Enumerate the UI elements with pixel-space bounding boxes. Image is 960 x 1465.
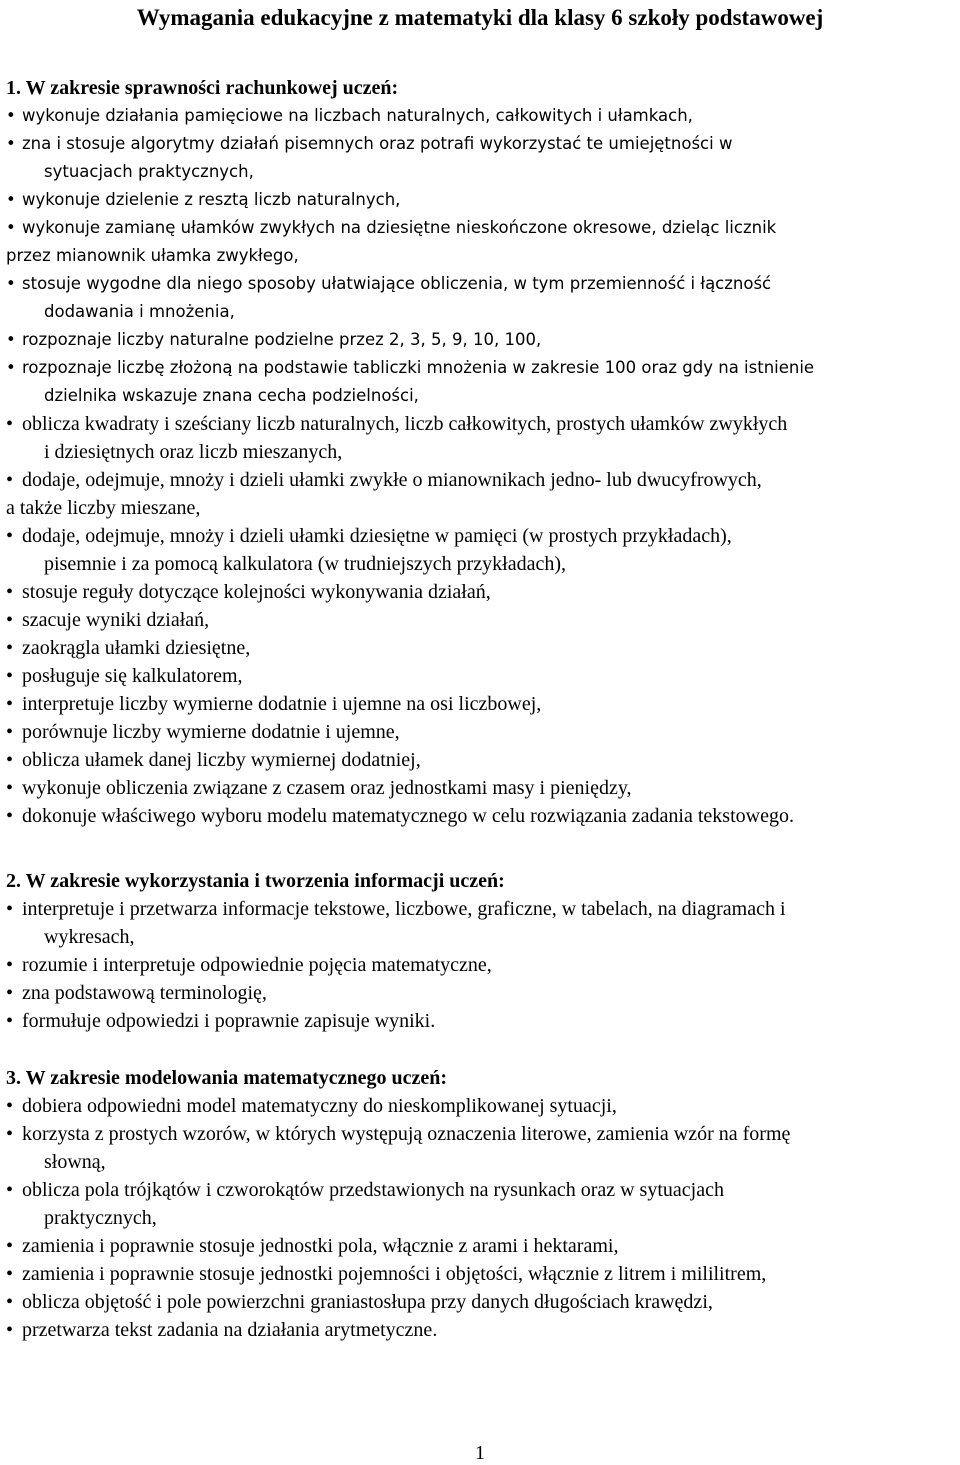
bullet-icon: • xyxy=(6,898,14,920)
bullet-icon: • xyxy=(6,1263,14,1285)
list-item-text: oblicza ułamek danej liczby wymiernej dodatniej, xyxy=(22,749,421,771)
list-item-continuation xyxy=(6,382,958,410)
list-item-continuation xyxy=(6,923,958,951)
list-item xyxy=(6,774,958,802)
list-item xyxy=(6,979,958,1007)
list-item-text: posługuje się kalkulatorem, xyxy=(22,665,243,687)
section-lines xyxy=(6,1092,958,1344)
list-item-text: stosuje wygodne dla niego sposoby ułatwiające obliczenia, w tym przemienność i łączność xyxy=(22,274,772,293)
list-item xyxy=(6,746,958,774)
list-item-text: i dziesiętnych oraz liczb mieszanych, xyxy=(44,441,343,463)
list-item-continuation xyxy=(6,298,958,326)
list-item-text: oblicza kwadraty i sześciany liczb naturalnych, liczb całkowitych, prostych ułamków zwykłych xyxy=(22,413,788,435)
list-item xyxy=(6,1120,958,1148)
bullet-icon: • xyxy=(6,190,16,209)
list-item-text: przetwarza tekst zadania na działania arytmetyczne. xyxy=(22,1319,438,1341)
list-item xyxy=(6,1260,958,1288)
bullet-icon: • xyxy=(6,274,16,293)
list-item xyxy=(6,214,958,242)
list-item xyxy=(6,522,958,550)
list-item xyxy=(6,130,958,158)
list-item-text: dokonuje właściwego wyboru modelu matematycznego w celu rozwiązania zadania tekstowego. xyxy=(22,805,794,827)
bullet-icon: • xyxy=(6,469,14,491)
bullet-icon: • xyxy=(6,525,14,547)
list-item xyxy=(6,690,958,718)
list-item-text: zaokrągla ułamki dziesiętne, xyxy=(22,637,251,659)
list-item-continuation xyxy=(6,494,958,522)
list-item-text: dodawania i mnożenia, xyxy=(44,302,235,321)
list-item-text: zamienia i poprawnie stosuje jednostki pola, włącznie z arami i hektarami, xyxy=(22,1235,619,1257)
list-item-text: dzielnika wskazuje znana cecha podzielności, xyxy=(44,386,419,405)
bullet-icon: • xyxy=(6,637,14,659)
list-item xyxy=(6,951,958,979)
list-item-text: dodaje, odejmuje, mnoży i dzieli ułamki zwykłe o mianownikach jedno- lub dwucyfrowych, xyxy=(22,469,762,491)
bullet-icon: • xyxy=(6,218,16,237)
bullet-icon: • xyxy=(6,1235,14,1257)
list-item xyxy=(6,718,958,746)
bullet-icon: • xyxy=(6,413,14,435)
list-item-text: pisemnie i za pomocą kalkulatora (w trudniejszych przykładach), xyxy=(44,553,567,575)
list-item xyxy=(6,1092,958,1120)
bullet-icon: • xyxy=(6,106,16,125)
page-number: 1 xyxy=(475,1442,485,1464)
bullet-icon: • xyxy=(6,693,14,715)
list-item-text: interpretuje liczby wymierne dodatnie i ujemne na osi liczbowej, xyxy=(22,693,542,715)
section-heading: 1. W zakresie sprawności rachunkowej uczeń: xyxy=(6,77,399,99)
bullet-icon: • xyxy=(6,609,14,631)
list-item xyxy=(6,102,958,130)
list-item xyxy=(6,1232,958,1260)
list-item-text: rozumie i interpretuje odpowiednie pojęcia matematyczne, xyxy=(22,954,492,976)
list-item-continuation xyxy=(6,438,958,466)
list-item xyxy=(6,270,958,298)
list-item xyxy=(6,1288,958,1316)
list-item-text: wykonuje obliczenia związane z czasem oraz jednostkami masy i pieniędzy, xyxy=(22,777,632,799)
list-item-text: oblicza objętość i pole powierzchni graniastosłupa przy danych długościach krawędzi, xyxy=(22,1291,713,1313)
list-item xyxy=(6,1007,958,1035)
list-item-text: sytuacjach praktycznych, xyxy=(44,162,254,181)
list-item xyxy=(6,634,958,662)
list-item-text: szacuje wyniki działań, xyxy=(22,609,210,631)
list-item-text: rozpoznaje liczbę złożoną na podstawie tabliczki mnożenia w zakresie 100 oraz gdy na istnienie xyxy=(22,358,815,377)
bullet-icon: • xyxy=(6,665,14,687)
list-item-text: zamienia i poprawnie stosuje jednostki pojemności i objętości, włącznie z litrem i mililitrem, xyxy=(22,1263,767,1285)
bullet-icon: • xyxy=(6,777,14,799)
bullet-icon: • xyxy=(6,954,14,976)
document-title: Wymagania edukacyjne z matematyki dla klasy 6 szkoły podstawowej xyxy=(136,5,824,30)
list-item xyxy=(6,578,958,606)
list-item xyxy=(6,1176,958,1204)
section-heading: 2. W zakresie wykorzystania i tworzenia informacji uczeń: xyxy=(6,870,505,892)
bullet-icon: • xyxy=(6,1319,14,1341)
list-item xyxy=(6,186,958,214)
list-item-text: wykonuje działania pamięciowe na liczbach naturalnych, całkowitych i ułamkach, xyxy=(22,106,693,125)
bullet-icon: • xyxy=(6,749,14,771)
list-item xyxy=(6,410,958,438)
bullet-icon: • xyxy=(6,134,16,153)
bullet-icon: • xyxy=(6,1291,14,1313)
bullet-icon: • xyxy=(6,581,14,603)
list-item-text: słowną, xyxy=(44,1151,106,1173)
list-item-text: oblicza pola trójkątów i czworokątów przedstawionych na rysunkach oraz w sytuacjach xyxy=(22,1179,724,1201)
bullet-icon: • xyxy=(6,1123,14,1145)
bullet-icon: • xyxy=(6,330,16,349)
bullet-icon: • xyxy=(6,1010,14,1032)
list-item xyxy=(6,1316,958,1344)
section-arithmetic xyxy=(6,74,958,830)
section-lines xyxy=(6,102,958,830)
list-item-text: przez mianownik ułamka zwykłego, xyxy=(6,246,299,265)
list-item-continuation xyxy=(6,158,958,186)
list-item-continuation xyxy=(6,1204,958,1232)
list-item-text: zna i stosuje algorytmy działań pisemnych oraz potrafi wykorzystać te umiejętności w xyxy=(22,134,733,153)
bullet-icon: • xyxy=(6,805,14,827)
list-item-text: a także liczby mieszane, xyxy=(6,497,201,519)
list-item xyxy=(6,466,958,494)
list-item-text: stosuje reguły dotyczące kolejności wykonywania działań, xyxy=(22,581,491,603)
list-item xyxy=(6,326,958,354)
list-item-text: praktycznych, xyxy=(44,1207,157,1229)
bullet-icon: • xyxy=(6,1179,14,1201)
bullet-icon: • xyxy=(6,1095,14,1117)
list-item-text: wykresach, xyxy=(44,926,135,948)
section-information xyxy=(6,867,958,1035)
list-item-continuation xyxy=(6,1148,958,1176)
list-item-text: zna podstawową terminologię, xyxy=(22,982,267,1004)
bullet-icon: • xyxy=(6,721,14,743)
list-item-text: dobiera odpowiedni model matematyczny do nieskomplikowanej sytuacji, xyxy=(22,1095,617,1117)
section-heading: 3. W zakresie modelowania matematycznego uczeń: xyxy=(6,1067,448,1089)
list-item xyxy=(6,354,958,382)
section-lines xyxy=(6,895,958,1035)
list-item xyxy=(6,662,958,690)
list-item xyxy=(6,895,958,923)
list-item xyxy=(6,802,958,830)
list-item xyxy=(6,606,958,634)
section-modelling xyxy=(6,1064,958,1344)
list-item-text: interpretuje i przetwarza informacje tekstowe, liczbowe, graficzne, w tabelach, na diagramach i xyxy=(22,898,786,920)
list-item-text: wykonuje zamianę ułamków zwykłych na dziesiętne nieskończone okresowe, dzieląc licznik xyxy=(22,218,777,237)
bullet-icon: • xyxy=(6,982,14,1004)
list-item-text: korzysta z prostych wzorów, w których występują oznaczenia literowe, zamienia wzór na formę xyxy=(22,1123,791,1145)
list-item-text: dodaje, odejmuje, mnoży i dzieli ułamki dziesiętne w pamięci (w prostych przykładach), xyxy=(22,525,732,547)
list-item-text: formułuje odpowiedzi i poprawnie zapisuje wyniki. xyxy=(22,1010,436,1032)
bullet-icon: • xyxy=(6,358,16,377)
list-item-text: rozpoznaje liczby naturalne podzielne przez 2, 3, 5, 9, 10, 100, xyxy=(22,330,542,349)
list-item-continuation xyxy=(6,242,958,270)
list-item-continuation xyxy=(6,550,958,578)
list-item-text: porównuje liczby wymierne dodatnie i ujemne, xyxy=(22,721,400,743)
list-item-text: wykonuje dzielenie z resztą liczb naturalnych, xyxy=(22,190,401,209)
